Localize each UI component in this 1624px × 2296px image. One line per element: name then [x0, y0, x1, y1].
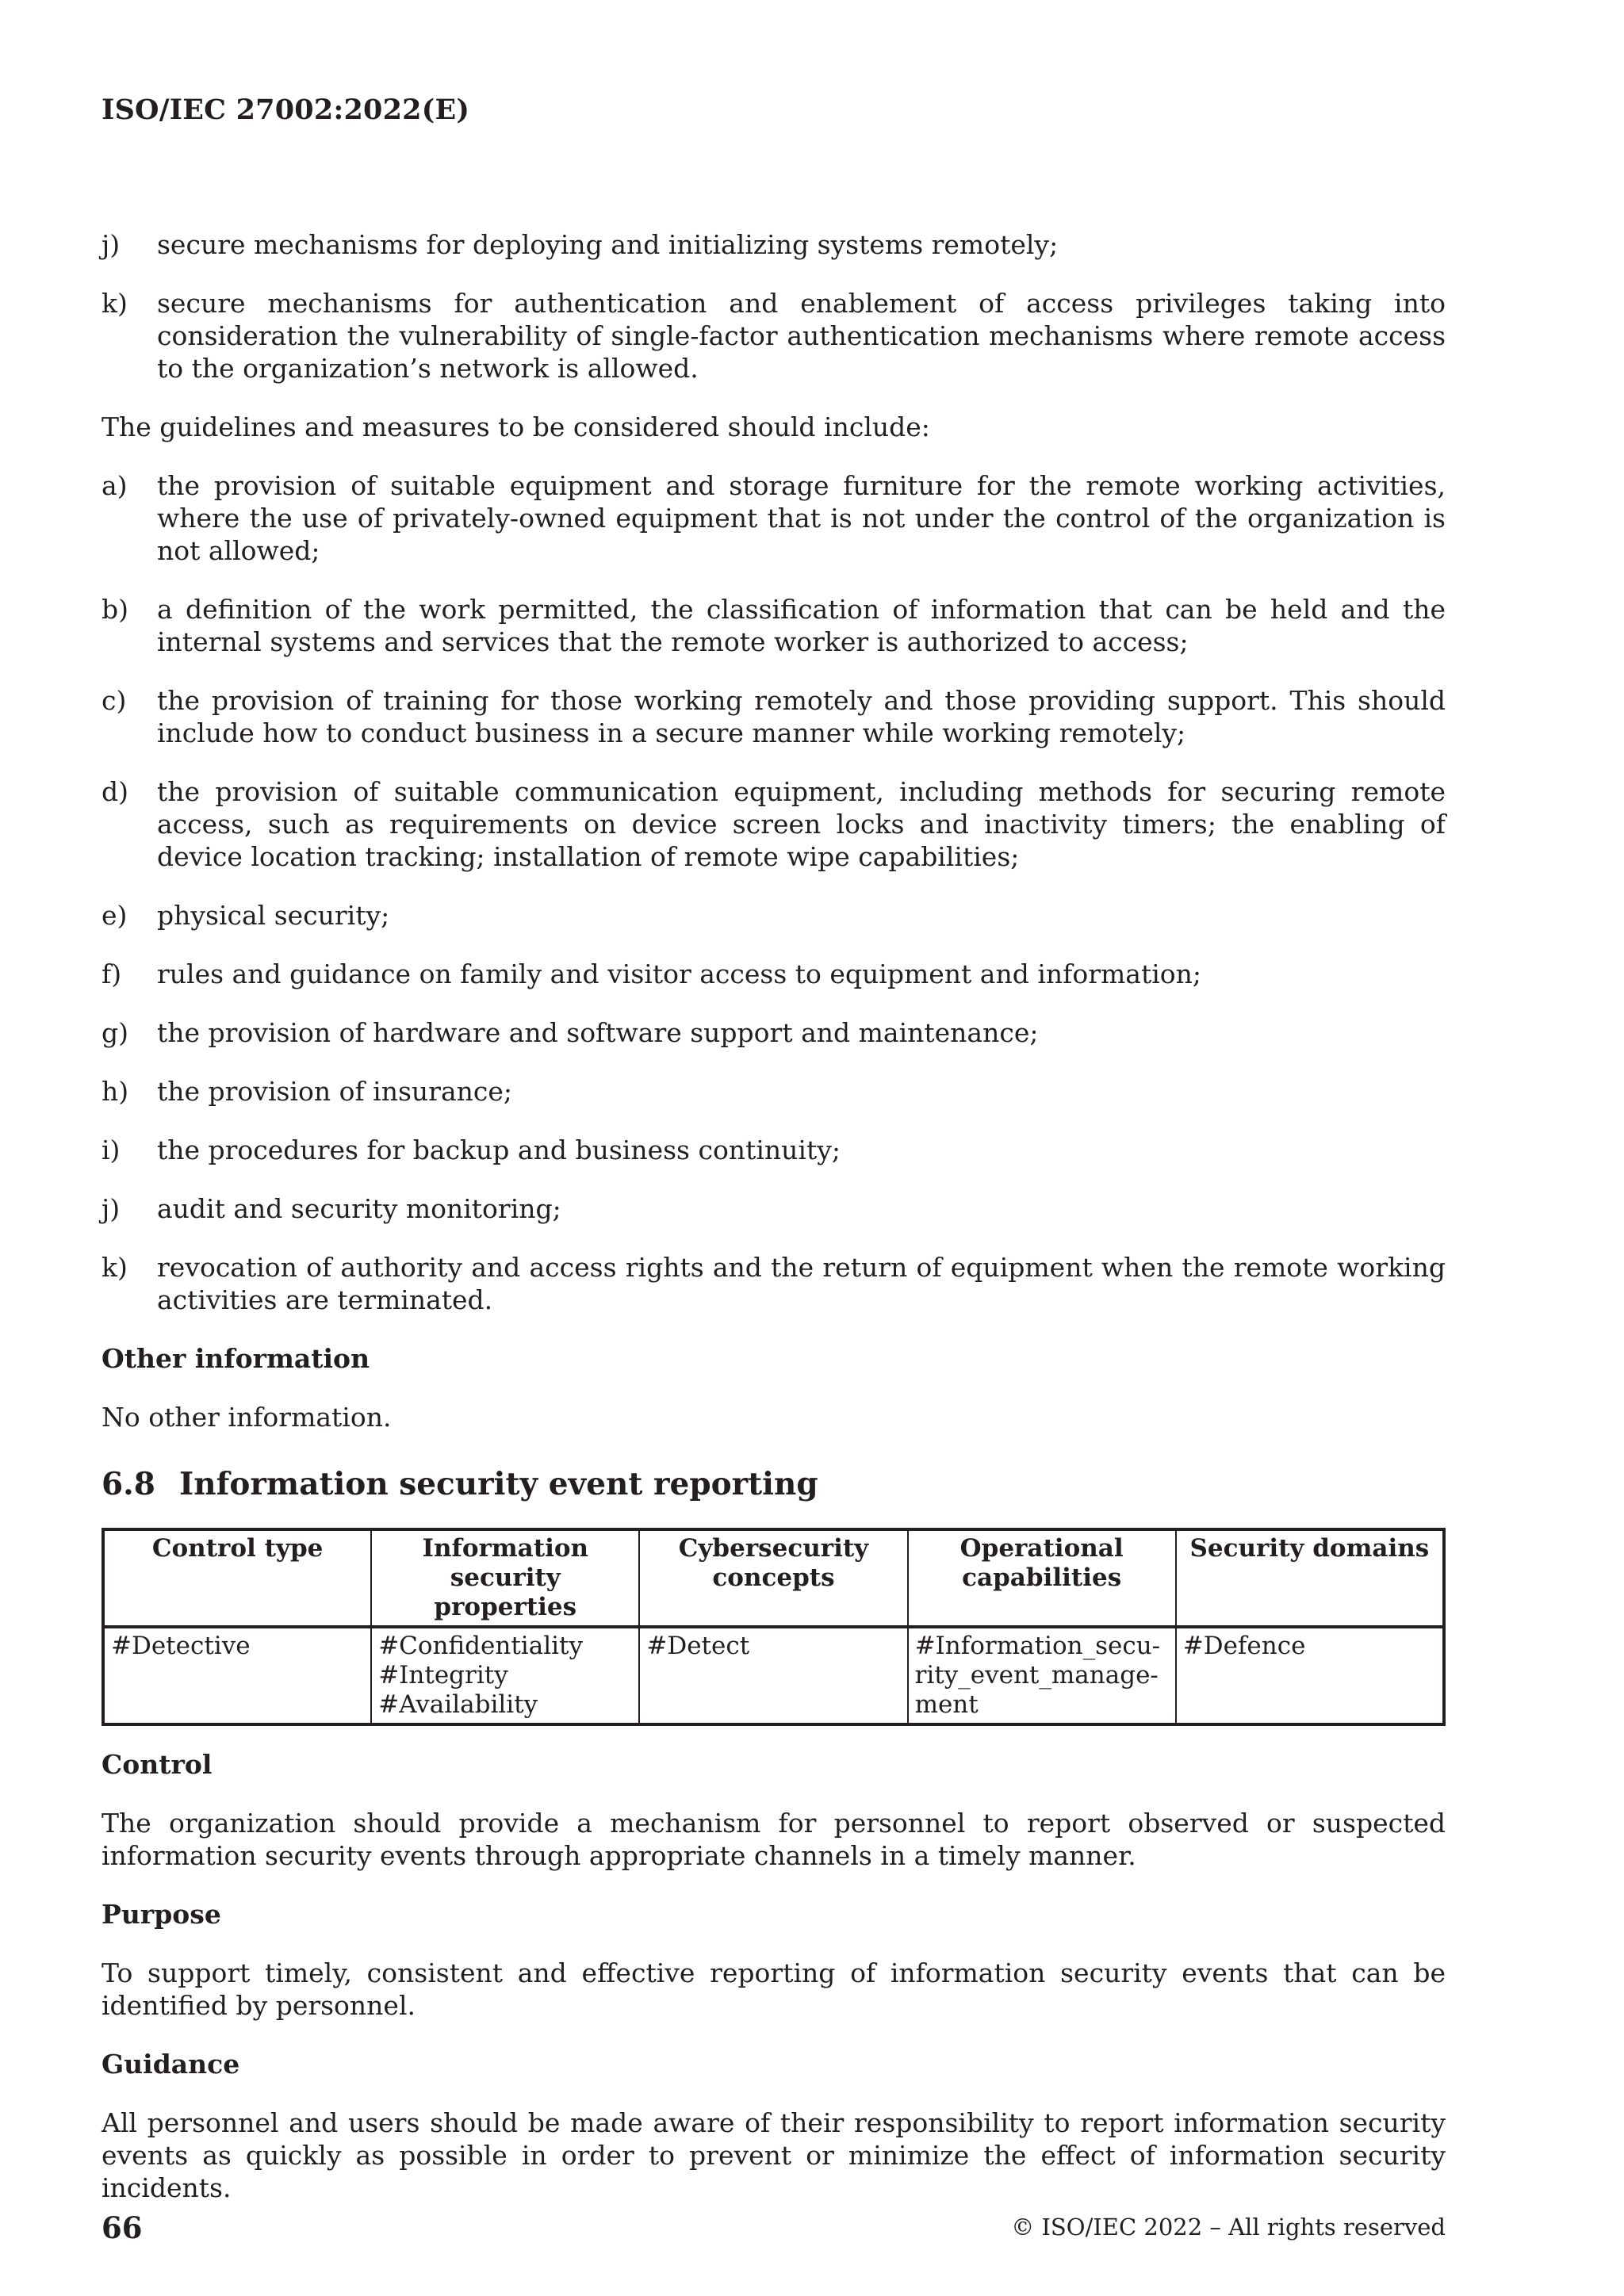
list-item-label: b)	[102, 594, 128, 625]
list-item-label: c)	[102, 685, 127, 716]
list-item-text: a definition of the work permitted, the classification of information that can be held and the internal systems and services that the remote worker is authorized to access;	[157, 594, 1446, 657]
cell-information-security-properties: #Confidentiality #Integrity #Availability	[371, 1627, 639, 1724]
list-item	[102, 775, 1446, 873]
list-item-text: the provision of insurance;	[157, 1076, 512, 1107]
section-title: Information security event reporting	[179, 1466, 818, 1502]
list-item	[102, 899, 1446, 932]
attributes-table	[102, 1528, 1446, 1726]
list-item-text: the provision of hardware and software support and maintenance;	[157, 1017, 1039, 1048]
list-item	[102, 593, 1446, 658]
list-item-label: i)	[102, 1135, 121, 1165]
copyright-notice: © ISO/IEC 2022 – All rights reserved	[1011, 2214, 1446, 2241]
list-item-label: h)	[102, 1076, 129, 1107]
list-item-text: rules and guidance on family and visitor access to equipment and information;	[157, 959, 1202, 989]
list-item-label: a)	[102, 470, 128, 501]
section-number: 6.8	[102, 1466, 155, 1502]
purpose-heading: Purpose	[102, 1899, 221, 1930]
list-item-text: the provision of suitable communication equipment, including methods for securing remote access, such as requirements on device screen locks and inactivity timers; the enabling of device location tracking; installation of remote wipe capabilities;	[157, 776, 1446, 872]
header-operational-capabilities: Operational capabilities	[908, 1529, 1176, 1627]
list-item-label: g)	[102, 1017, 128, 1048]
guidance-heading: Guidance	[102, 2049, 240, 2080]
header-cybersecurity-concepts: Cybersecurity concepts	[639, 1529, 907, 1627]
cell-cybersecurity-concepts: #Detect	[639, 1627, 907, 1724]
list-item-text: secure mechanisms for authentication and enablement of access privileges taking into consideration the vulnerability of single-factor authentication mechanisms where remote access to the organization’s network is allowed.	[157, 288, 1446, 384]
page-number: 66	[102, 2210, 143, 2245]
list-item	[102, 1134, 1446, 1166]
guidance-text: All personnel and users should be made aware of their responsibility to report information security events as quickly as possible in order to prevent or minimize the effect of information security incidents.	[102, 2107, 1446, 2203]
other-information-text: No other information.	[102, 1402, 392, 1433]
list-item	[102, 1016, 1446, 1049]
guidelines-intro: The guidelines and measures to be considered should include:	[102, 411, 930, 442]
list-item	[102, 1251, 1446, 1316]
list-item-text: secure mechanisms for deploying and initializing systems remotely;	[157, 229, 1059, 260]
header-security-domains: Security domains	[1176, 1529, 1444, 1627]
header-information-security-properties: Information security properties	[371, 1529, 639, 1627]
document-page	[102, 0, 1446, 2296]
list-item-label: j)	[102, 1193, 121, 1224]
list-item-label: d)	[102, 776, 128, 807]
header-control-type: Control type	[103, 1529, 371, 1627]
list-item	[102, 287, 1446, 385]
cell-security-domains: #Defence	[1176, 1627, 1444, 1724]
purpose-text: To support timely, consistent and effective reporting of information security events that can be identified by personnel.	[102, 1957, 1446, 2021]
cell-control-type: #Detective	[103, 1627, 371, 1724]
list-item-text: audit and security monitoring;	[157, 1193, 561, 1224]
cell-operational-capabilities: #Information_secu- rity_event_manage- ment	[908, 1627, 1176, 1724]
document-identifier: ISO/IEC 27002:2022(E)	[102, 94, 470, 126]
control-heading: Control	[102, 1749, 213, 1780]
list-item-text: physical security;	[157, 900, 390, 931]
table-header-row	[103, 1529, 1444, 1627]
list-item	[102, 1192, 1446, 1225]
list-item	[102, 228, 1446, 261]
list-item-label: f)	[102, 959, 122, 989]
list-item-text: the procedures for backup and business continuity;	[157, 1135, 841, 1165]
list-item	[102, 1075, 1446, 1108]
list-item	[102, 469, 1446, 567]
section-heading	[102, 1468, 1446, 1501]
list-item-text: the provision of suitable equipment and storage furniture for the remote working activities, where the use of privately-owned equipment that is not under the control of the organization is not allowed;	[157, 470, 1446, 566]
list-item-label: k)	[102, 1252, 128, 1283]
control-text: The organization should provide a mechanism for personnel to report observed or suspected information security events through appropriate channels in a timely manner.	[102, 1808, 1446, 1871]
list-item-label: e)	[102, 900, 128, 931]
list-item-text: the provision of training for those working remotely and those providing support. This should include how to conduct business in a secure manner while working remotely;	[157, 685, 1446, 748]
other-information-heading: Other information	[102, 1343, 370, 1374]
list-item-label: j)	[102, 229, 121, 260]
list-item	[102, 684, 1446, 749]
table-row	[103, 1627, 1444, 1724]
list-item	[102, 958, 1446, 990]
list-item-text: revocation of authority and access rights and the return of equipment when the remote working activities are terminated.	[157, 1252, 1446, 1315]
page-body	[102, 228, 1446, 2230]
list-item-label: k)	[102, 288, 128, 319]
